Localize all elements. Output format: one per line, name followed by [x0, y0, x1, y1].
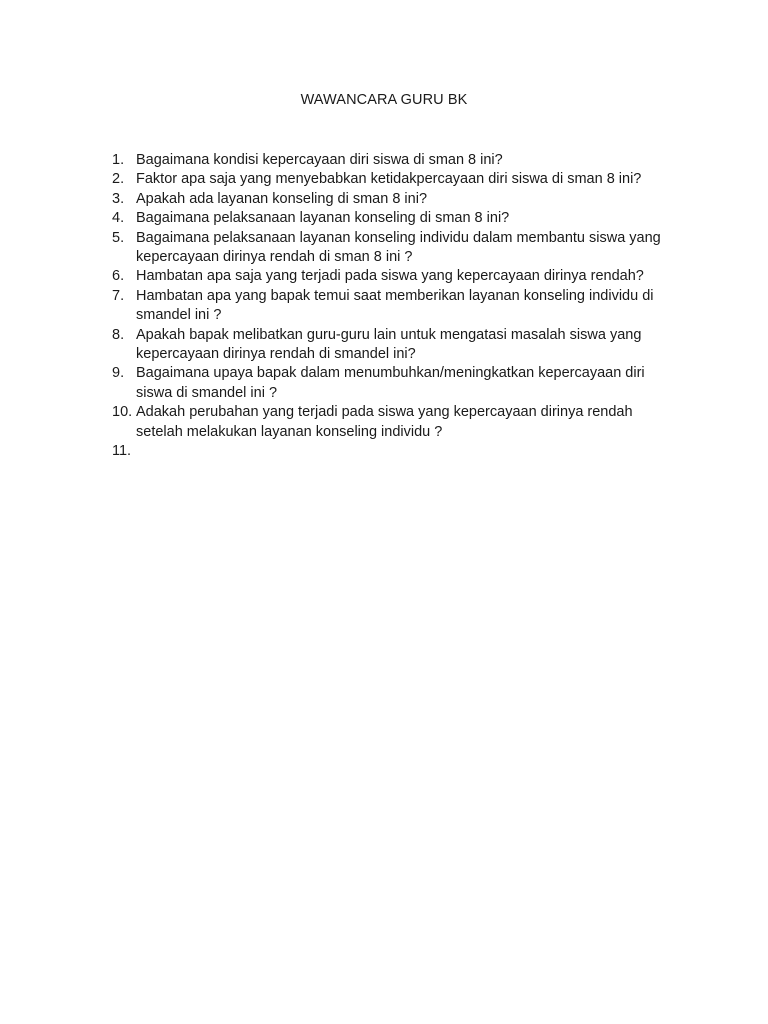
question-item — [112, 364, 672, 403]
question-item — [112, 190, 672, 209]
question-item — [112, 229, 672, 268]
question-text: Adakah perubahan yang terjadi pada siswa yang kepercayaan dirinya rendah setelah melakukan layanan konseling individu ? — [136, 404, 633, 440]
question-item — [112, 170, 672, 189]
document-title: WAWANCARA GURU BK — [300, 92, 468, 108]
question-text: Hambatan apa yang bapak temui saat memberikan layanan konseling individu di smandel ini ? — [136, 287, 654, 324]
question-text — [136, 442, 672, 461]
question-number: 11. — [112, 443, 132, 460]
question-number: 4. — [112, 210, 125, 227]
question-item — [112, 403, 672, 442]
question-number: 3. — [112, 190, 125, 207]
question-number: 7. — [112, 287, 125, 304]
question-text: Bagaimana pelaksanaan layanan konseling individu dalam membantu siswa yang kepercayaan dirinya rendah di sman 8 ini ? — [136, 229, 661, 266]
question-text: Apakah ada layanan konseling di sman 8 ini? — [136, 190, 428, 207]
question-number: 5. — [112, 229, 125, 246]
question-number: 2. — [112, 171, 125, 188]
question-text: Faktor apa saja yang menyebabkan ketidakpercayaan diri siswa di sman 8 ini? — [136, 171, 642, 188]
question-number: 10. — [112, 404, 133, 421]
question-item — [112, 267, 672, 286]
question-number: 1. — [112, 152, 125, 168]
question-text: Bagaimana pelaksanaan layanan konseling di sman 8 ini? — [136, 210, 510, 227]
question-text: Apakah bapak melibatkan guru-guru lain untuk mengatasi masalah siswa yang kepercayaan dirinya rendah di smandel ini? — [136, 326, 642, 363]
question-number: 6. — [112, 268, 125, 285]
question-number: 8. — [112, 326, 125, 343]
question-list — [112, 151, 672, 462]
question-item — [112, 209, 672, 228]
question-text: Hambatan apa saja yang terjadi pada siswa yang kepercayaan dirinya rendah? — [136, 268, 644, 285]
question-text: Bagaimana upaya bapak dalam menumbuhkan/meningkatkan kepercayaan diri siswa di smandel ini ? — [136, 365, 645, 401]
question-text: Bagaimana kondisi kepercayaan diri siswa di sman 8 ini? — [136, 152, 503, 168]
question-item — [112, 151, 672, 170]
question-item — [112, 326, 672, 365]
question-item — [112, 442, 672, 461]
question-item — [112, 287, 672, 326]
question-number: 9. — [112, 365, 125, 382]
